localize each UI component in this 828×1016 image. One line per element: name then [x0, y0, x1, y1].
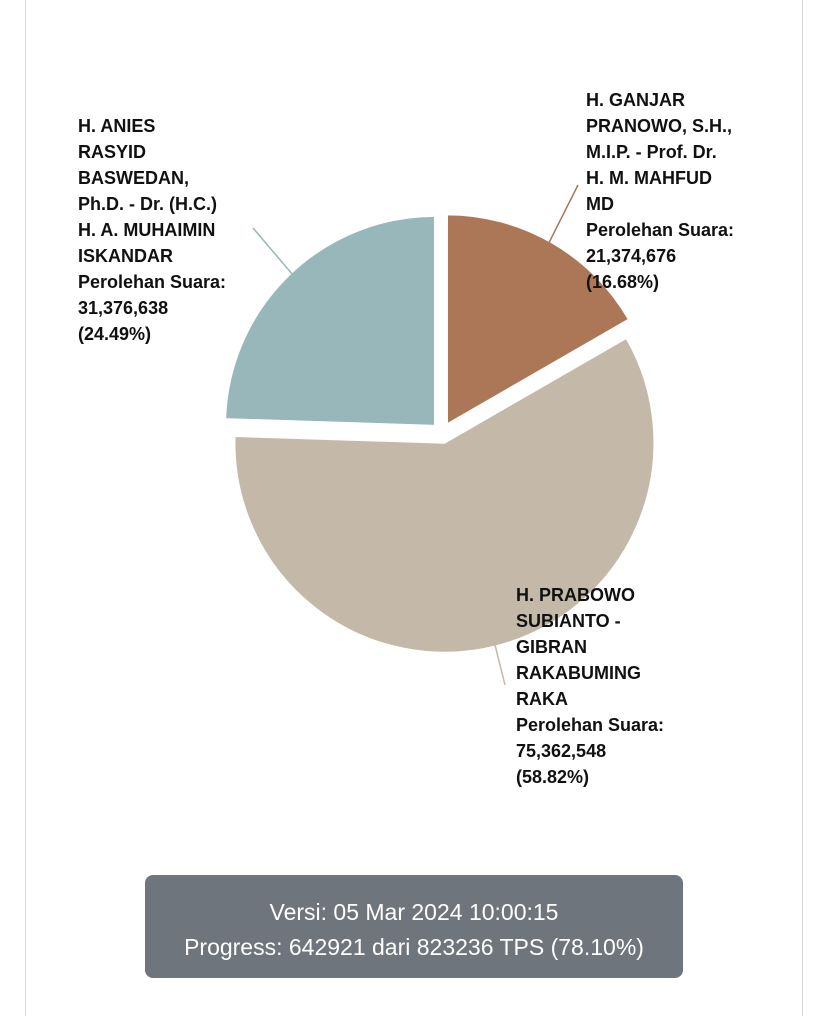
candidate-name-line: GIBRAN: [516, 637, 587, 657]
slice-anies-muhaimin[interactable]: [225, 216, 435, 426]
candidate-name-line: H. ANIES: [78, 116, 156, 136]
candidate-name-line: MD: [586, 194, 614, 214]
vote-label-text: Perolehan Suara:: [78, 272, 227, 292]
label-anies-muhaimin: [78, 113, 226, 347]
candidate-name: [78, 113, 226, 269]
candidate-name-line: H. GANJAR: [586, 90, 686, 110]
candidate-name: [586, 87, 734, 217]
label-prabowo-gibran: [516, 582, 664, 790]
vote-count: 75,362,548: [516, 741, 607, 761]
vote-label-text: Perolehan Suara:: [516, 715, 665, 735]
candidate-name-line: Ph.D. - Dr. (H.C.): [78, 194, 217, 214]
candidate-name: [516, 582, 664, 712]
vote-count: 31,376,638: [78, 298, 169, 318]
candidate-name-line: H. M. MAHFUD: [586, 168, 712, 188]
candidate-name-line: M.I.P. - Prof. Dr.: [586, 142, 717, 162]
progress-text: Progress: 642921 dari 823236 TPS (78.10%): [184, 934, 644, 960]
candidate-name-line: H. A. MUHAIMIN: [78, 220, 216, 240]
candidate-name-line: RAKABUMING: [516, 663, 641, 683]
label-ganjar-mahfud: [586, 87, 734, 295]
vote-percent: (58.82%): [516, 767, 590, 787]
vote-count: 21,374,676: [586, 246, 677, 266]
vote-percent: (24.49%): [78, 324, 152, 344]
candidate-name-line: PRANOWO, S.H.,: [586, 116, 733, 136]
candidate-name-line: BASWEDAN,: [78, 168, 189, 188]
vote-percent: (16.68%): [586, 272, 660, 292]
candidate-name-line: RASYID: [78, 142, 147, 162]
candidate-name-line: H. PRABOWO: [516, 585, 635, 605]
version-text: Versi: 05 Mar 2024 10:00:15: [269, 899, 559, 925]
vote-label-text: Perolehan Suara:: [586, 220, 735, 240]
version-progress-box: [145, 875, 683, 978]
candidate-name-line: ISKANDAR: [78, 246, 174, 266]
candidate-name-line: RAKA: [516, 689, 568, 709]
candidate-name-line: SUBIANTO -: [516, 611, 621, 631]
